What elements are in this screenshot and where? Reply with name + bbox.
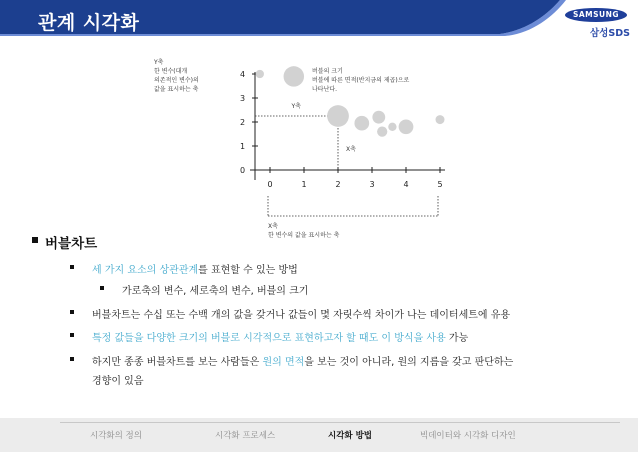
- highlight-guides: [255, 116, 338, 170]
- footer-nav-process[interactable]: 시각화 프로세스: [215, 431, 276, 441]
- footer-nav-bigdata-design[interactable]: 빅데이터와 시각화 디자인: [420, 431, 516, 441]
- heading-bubble-chart: [45, 232, 97, 252]
- x-tick-label: 3: [369, 180, 375, 189]
- bubble-point: [388, 123, 396, 131]
- heading-text: 버블차트: [45, 236, 98, 252]
- item-2-text: 버블차트는 수십 또는 수백 개의 값을 갖거나 값들이 몇 자릿수씩 차이가 나는 데이터세트에 유용: [92, 310, 511, 321]
- bullet-marker: [100, 286, 104, 290]
- y-tick-label: 0: [240, 166, 246, 175]
- footer-nav: [0, 418, 638, 452]
- bubble-point: [436, 115, 445, 124]
- y-annotation-line-3: 의존적인 변수)의: [154, 77, 199, 84]
- y-axis-marker: Y축: [291, 103, 301, 110]
- y-tick-label: 2: [240, 118, 246, 127]
- bullet-marker: [70, 357, 74, 361]
- item-3-text: 가능: [445, 333, 469, 344]
- bullet-marker: [70, 310, 74, 314]
- page-title: 관계 시각화: [38, 12, 140, 34]
- list-item-4: [92, 353, 513, 368]
- x-tick-label: 2: [335, 180, 341, 189]
- y-tick-label: 3: [240, 94, 246, 103]
- bubble-point: [256, 70, 264, 78]
- item-1-sub-text: 가로축의 변수, 세로축의 변수, 버블의 크기: [122, 286, 309, 297]
- bubble-annotation-line-3: 나타난다.: [312, 86, 338, 93]
- x-tick-label: 1: [301, 180, 307, 189]
- bullet-marker: [70, 333, 74, 337]
- y-annotation-line-4: 값을 표시하는 축: [154, 86, 199, 93]
- footer-divider: [60, 422, 620, 423]
- footer-nav-methods[interactable]: 시각화 방법: [328, 431, 373, 441]
- x-axis-marker: X축: [346, 146, 356, 153]
- bubble-chart: [140, 50, 460, 250]
- bubble-annotation-line-2: 버블에 따른 면적(반지금의 제곱)으로: [312, 77, 410, 84]
- bubble-point: [372, 111, 385, 124]
- x-tick-label: 5: [437, 180, 443, 189]
- bubble-point: [327, 105, 349, 127]
- item-3-highlight: 특정 값들을 다양한 크기의 버블로 시각적으로 표현하고자 할 때도 이 방식을 사용: [92, 333, 446, 344]
- bubble-point: [354, 116, 369, 131]
- list-item-2: [92, 306, 510, 321]
- samsung-logo: SAMSUNG: [565, 8, 627, 22]
- y-annotation-line-1: Y축: [154, 59, 164, 66]
- y-tick-label: 1: [240, 142, 246, 151]
- samsung-sds-label: 삼성SDS: [590, 28, 630, 39]
- bullet-marker: [70, 265, 74, 269]
- bubble-point: [284, 66, 304, 86]
- list-item-3: [92, 329, 468, 344]
- x-annotation-line-2: 한 변수의 값을 표시하는 축: [268, 232, 340, 239]
- bubble-annotation-line-1: 버블의 크기: [312, 68, 343, 75]
- y-tick-label: 4: [240, 70, 246, 79]
- x-tick-label: 4: [403, 180, 409, 189]
- item-1-highlight: 세 가지 요소의 상관관계: [92, 265, 199, 276]
- item-1-text: 를 표현할 수 있는 방법: [198, 265, 298, 276]
- list-item-1: [92, 261, 298, 276]
- y-annotation-line-2: 한 변수(대개: [154, 68, 188, 75]
- x-tick-label: 0: [267, 180, 273, 189]
- item-4-text-b: 을 보는 것이 아니라, 원의 지름을 갖고 판단하는: [304, 357, 514, 368]
- item-4-text-a: 하지만 종종 버블차트를 보는 사람들은: [92, 357, 263, 368]
- item-4-highlight: 원의 면적: [262, 357, 305, 368]
- header-bar: [0, 0, 638, 44]
- bubble-point: [399, 119, 414, 134]
- bullet-marker: [32, 237, 38, 243]
- item-4-line-2: 경향이 있음: [92, 376, 144, 387]
- bubble-point: [377, 126, 387, 136]
- list-item-4-cont: [92, 372, 143, 387]
- footer-nav-definition[interactable]: 시각화의 정의: [90, 431, 142, 441]
- x-annotation-line-1: X축: [268, 223, 278, 230]
- list-item-1-sub: [122, 282, 308, 297]
